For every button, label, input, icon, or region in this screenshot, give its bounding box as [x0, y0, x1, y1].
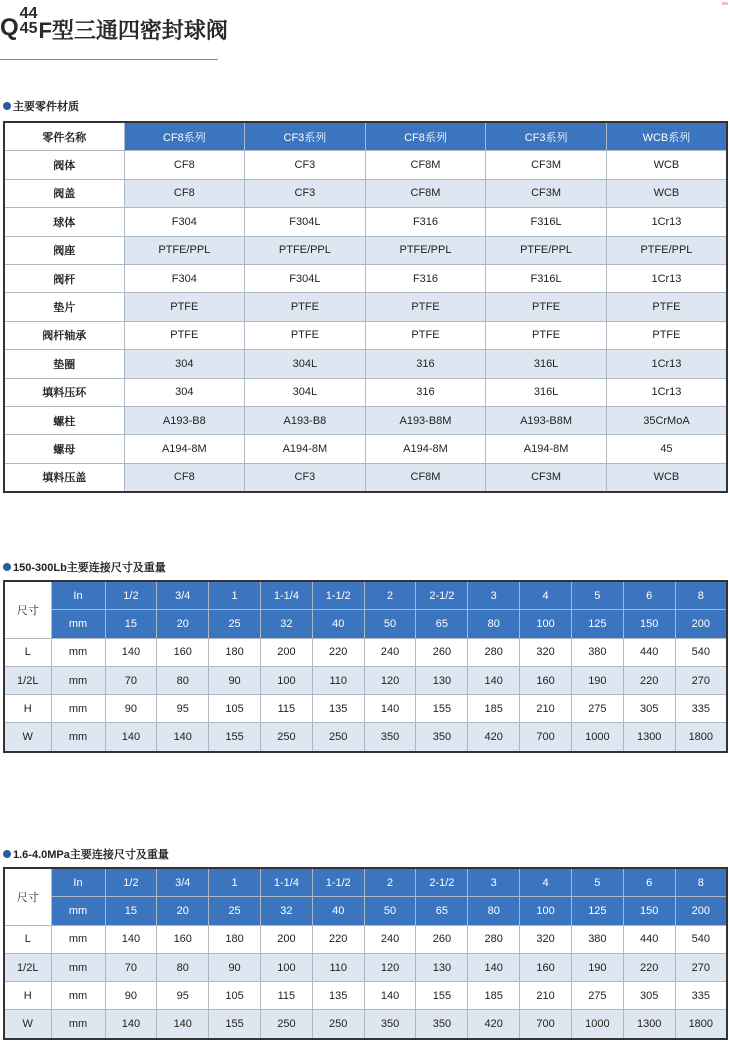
dimension-value-cell: 320 [520, 925, 572, 953]
dimension-value-cell: 250 [312, 1010, 364, 1039]
material-cell: A193-B8M [486, 406, 607, 434]
table-row [4, 723, 727, 752]
mm-size-cell: 40 [312, 610, 364, 638]
table-row [4, 293, 727, 321]
part-name-cell: 螺母 [4, 435, 124, 463]
material-cell: PTFE [365, 321, 486, 349]
material-cell: PTFE [245, 321, 366, 349]
mm-size-cell: 100 [520, 610, 572, 638]
table-row [4, 638, 727, 666]
title-sup-bottom: 45 [19, 20, 38, 37]
dimension-value-cell: 140 [105, 1010, 157, 1039]
title-sup-top: 44 [19, 5, 38, 22]
table-row [4, 236, 727, 264]
lb-inch-row [4, 581, 727, 610]
dimension-value-cell: 155 [416, 982, 468, 1010]
dimension-value-cell: 120 [364, 953, 416, 981]
mm-size-cell: 200 [675, 897, 727, 925]
lb-section-heading [3, 559, 166, 575]
material-cell: PTFE/PPL [606, 236, 727, 264]
material-cell: A194-8M [365, 435, 486, 463]
title-name: F型三通四密封球阀 [38, 18, 228, 43]
dimension-value-cell: 350 [416, 1010, 468, 1039]
material-cell: CF3 [245, 179, 366, 207]
mm-size-cell: 15 [105, 897, 157, 925]
part-name-cell: 填料压环 [4, 378, 124, 406]
dimension-value-cell: 160 [157, 925, 209, 953]
dimension-value-cell: 140 [105, 723, 157, 752]
material-cell: F316L [486, 264, 607, 292]
lb-mm-label: mm [51, 610, 105, 638]
mm-size-cell: 100 [520, 897, 572, 925]
part-name-cell: 阀杆轴承 [4, 321, 124, 349]
part-name-cell: 螺柱 [4, 406, 124, 434]
table-row [4, 695, 727, 723]
dimension-value-cell: 250 [312, 723, 364, 752]
material-cell: F304 [124, 264, 245, 292]
dimension-value-cell: 190 [571, 666, 623, 694]
dimension-value-cell: 105 [209, 695, 261, 723]
lb-dimension-table [3, 580, 728, 753]
dimension-value-cell: 350 [364, 723, 416, 752]
dimension-label-cell: 1/2L [4, 666, 51, 694]
mm-size-cell: 50 [364, 897, 416, 925]
material-cell: PTFE [606, 293, 727, 321]
material-cell: PTFE/PPL [486, 236, 607, 264]
unit-cell: mm [51, 666, 105, 694]
material-cell: A194-8M [245, 435, 366, 463]
inch-size-cell: 1/2 [105, 868, 157, 897]
materials-section-heading [3, 98, 79, 114]
inch-size-cell: 1-1/2 [312, 868, 364, 897]
material-cell: CF3 [245, 151, 366, 179]
material-cell: A194-8M [124, 435, 245, 463]
part-name-cell: 垫片 [4, 293, 124, 321]
dimension-value-cell: 80 [157, 953, 209, 981]
inch-size-cell: 3/4 [157, 868, 209, 897]
mm-size-cell: 200 [675, 610, 727, 638]
dimension-value-cell: 120 [364, 666, 416, 694]
dimension-value-cell: 100 [260, 666, 312, 694]
table-row [4, 321, 727, 349]
material-cell: WCB [606, 151, 727, 179]
material-cell: 304L [245, 378, 366, 406]
title-prefix: Q [0, 14, 19, 41]
material-cell: CF8 [124, 151, 245, 179]
title-model-numbers [20, 6, 38, 36]
dimension-label-cell: W [4, 1010, 51, 1039]
materials-header-series: CF8系列 [365, 122, 486, 151]
material-cell: PTFE [245, 293, 366, 321]
dimension-value-cell: 140 [364, 982, 416, 1010]
dimension-value-cell: 140 [105, 638, 157, 666]
dimension-value-cell: 250 [260, 723, 312, 752]
mpa-section-heading [3, 846, 169, 862]
inch-size-cell: 8 [675, 868, 727, 897]
dimension-value-cell: 305 [623, 982, 675, 1010]
unit-cell: mm [51, 638, 105, 666]
inch-size-cell: 2-1/2 [416, 868, 468, 897]
bullet-dot-icon [3, 102, 11, 110]
unit-cell: mm [51, 925, 105, 953]
material-cell: A194-8M [486, 435, 607, 463]
materials-header-series: WCB系列 [606, 122, 727, 151]
table-row [4, 378, 727, 406]
dimension-value-cell: 155 [209, 1010, 261, 1039]
mpa-section-title: 1.6-4.0MPa主要连接尺寸及重量 [13, 849, 169, 861]
inch-size-cell: 2 [364, 581, 416, 610]
material-cell: F304 [124, 208, 245, 236]
dimension-value-cell: 140 [468, 666, 520, 694]
inch-size-cell: 2 [364, 868, 416, 897]
table-row [4, 435, 727, 463]
dimension-value-cell: 280 [468, 638, 520, 666]
mm-size-cell: 40 [312, 897, 364, 925]
mm-size-cell: 32 [260, 610, 312, 638]
dimension-value-cell: 350 [416, 723, 468, 752]
dimension-value-cell: 540 [675, 638, 727, 666]
mm-size-cell: 65 [416, 897, 468, 925]
dimension-value-cell: 110 [312, 953, 364, 981]
material-cell: 1Cr13 [606, 264, 727, 292]
dimension-value-cell: 90 [209, 666, 261, 694]
bullet-dot-icon [3, 850, 11, 858]
lb-in-label: In [51, 581, 105, 610]
mm-size-cell: 125 [571, 610, 623, 638]
dimension-value-cell: 220 [312, 925, 364, 953]
inch-size-cell: 1/2 [105, 581, 157, 610]
material-cell: 1Cr13 [606, 208, 727, 236]
mm-size-cell: 25 [209, 610, 261, 638]
dimension-value-cell: 160 [520, 666, 572, 694]
inch-size-cell: 3/4 [157, 581, 209, 610]
dimension-value-cell: 155 [209, 723, 261, 752]
material-cell: PTFE [486, 321, 607, 349]
dimension-value-cell: 335 [675, 695, 727, 723]
dimension-value-cell: 140 [364, 695, 416, 723]
materials-section-title: 主要零件材质 [13, 101, 79, 113]
dimension-value-cell: 90 [105, 982, 157, 1010]
material-cell: CF8M [365, 151, 486, 179]
unit-cell: mm [51, 953, 105, 981]
part-name-cell: 填料压盖 [4, 463, 124, 492]
dimension-value-cell: 110 [312, 666, 364, 694]
material-cell: 316 [365, 378, 486, 406]
mpa-inch-row [4, 868, 727, 897]
table-row [4, 925, 727, 953]
inch-size-cell: 1-1/2 [312, 581, 364, 610]
dimension-value-cell: 1800 [675, 1010, 727, 1039]
materials-header-part: 零件名称 [4, 122, 124, 151]
dimension-value-cell: 115 [260, 695, 312, 723]
table-row [4, 350, 727, 378]
dimension-value-cell: 220 [312, 638, 364, 666]
dimension-value-cell: 270 [675, 953, 727, 981]
table-row [4, 151, 727, 179]
dimension-value-cell: 305 [623, 695, 675, 723]
dimension-value-cell: 420 [468, 723, 520, 752]
inch-size-cell: 4 [520, 868, 572, 897]
mm-size-cell: 25 [209, 897, 261, 925]
part-name-cell: 阀体 [4, 151, 124, 179]
dimension-value-cell: 260 [416, 638, 468, 666]
dimension-value-cell: 1000 [571, 723, 623, 752]
material-cell: PTFE [486, 293, 607, 321]
inch-size-cell: 6 [623, 868, 675, 897]
lb-section-title: 150-300Lb主要连接尺寸及重量 [13, 562, 166, 574]
table-row [4, 406, 727, 434]
dimension-value-cell: 140 [157, 1010, 209, 1039]
material-cell: F316 [365, 264, 486, 292]
material-cell: 35CrMoA [606, 406, 727, 434]
material-cell: PTFE [124, 321, 245, 349]
dimension-value-cell: 155 [416, 695, 468, 723]
material-cell: CF8M [365, 463, 486, 492]
mm-size-cell: 80 [468, 610, 520, 638]
inch-size-cell: 5 [571, 868, 623, 897]
mm-size-cell: 150 [623, 897, 675, 925]
dimension-value-cell: 280 [468, 925, 520, 953]
inch-size-cell: 1 [209, 868, 261, 897]
inch-size-cell: 6 [623, 581, 675, 610]
inch-size-cell: 2-1/2 [416, 581, 468, 610]
inch-size-cell: 1-1/4 [260, 868, 312, 897]
part-name-cell: 阀座 [4, 236, 124, 264]
material-cell: 316L [486, 350, 607, 378]
materials-header-row [4, 122, 727, 151]
dimension-value-cell: 1300 [623, 1010, 675, 1039]
dimension-value-cell: 140 [468, 953, 520, 981]
dimension-value-cell: 540 [675, 925, 727, 953]
dimension-value-cell: 320 [520, 638, 572, 666]
material-cell: 45 [606, 435, 727, 463]
material-cell: WCB [606, 463, 727, 492]
material-cell: PTFE [124, 293, 245, 321]
dimension-value-cell: 80 [157, 666, 209, 694]
mm-size-cell: 125 [571, 897, 623, 925]
dimension-value-cell: 160 [520, 953, 572, 981]
dimension-value-cell: 200 [260, 925, 312, 953]
material-cell: WCB [606, 179, 727, 207]
dimension-value-cell: 70 [105, 953, 157, 981]
table-row [4, 264, 727, 292]
table-row [4, 1010, 727, 1039]
inch-size-cell: 5 [571, 581, 623, 610]
dimension-value-cell: 380 [571, 638, 623, 666]
dimension-value-cell: 140 [105, 925, 157, 953]
material-cell: 304 [124, 378, 245, 406]
title-divider [0, 59, 218, 60]
mm-size-cell: 50 [364, 610, 416, 638]
mm-size-cell: 20 [157, 610, 209, 638]
dimension-value-cell: 240 [364, 925, 416, 953]
dimension-value-cell: 260 [416, 925, 468, 953]
material-cell: CF3M [486, 463, 607, 492]
dimension-value-cell: 220 [623, 666, 675, 694]
dimension-value-cell: 700 [520, 723, 572, 752]
materials-table [3, 121, 728, 493]
dimension-value-cell: 210 [520, 695, 572, 723]
table-row [4, 953, 727, 981]
inch-size-cell: 3 [468, 581, 520, 610]
material-cell: CF8 [124, 463, 245, 492]
mm-size-cell: 32 [260, 897, 312, 925]
material-cell: 304L [245, 350, 366, 378]
bullet-dot-icon [3, 563, 11, 571]
inch-size-cell: 4 [520, 581, 572, 610]
material-cell: 304 [124, 350, 245, 378]
dimension-value-cell: 135 [312, 982, 364, 1010]
dimension-value-cell: 275 [571, 982, 623, 1010]
material-cell: A193-B8 [245, 406, 366, 434]
dimension-value-cell: 90 [209, 953, 261, 981]
materials-header-series: CF3系列 [486, 122, 607, 151]
lb-size-label: 尺寸 [4, 581, 51, 638]
dimension-value-cell: 185 [468, 982, 520, 1010]
dimension-value-cell: 1000 [571, 1010, 623, 1039]
dimension-label-cell: L [4, 638, 51, 666]
table-row [4, 208, 727, 236]
material-cell: CF3M [486, 151, 607, 179]
dimension-value-cell: 210 [520, 982, 572, 1010]
dimension-value-cell: 180 [209, 925, 261, 953]
material-cell: PTFE [365, 293, 486, 321]
unit-cell: mm [51, 695, 105, 723]
dimension-value-cell: 270 [675, 666, 727, 694]
inch-size-cell: 1-1/4 [260, 581, 312, 610]
unit-cell: mm [51, 1010, 105, 1039]
material-cell: F304L [245, 208, 366, 236]
dimension-value-cell: 275 [571, 695, 623, 723]
dimension-value-cell: 335 [675, 982, 727, 1010]
dimension-value-cell: 1300 [623, 723, 675, 752]
dimension-value-cell: 440 [623, 638, 675, 666]
dimension-value-cell: 130 [416, 953, 468, 981]
dimension-value-cell: 185 [468, 695, 520, 723]
table-row [4, 179, 727, 207]
part-name-cell: 球体 [4, 208, 124, 236]
material-cell: A193-B8M [365, 406, 486, 434]
material-cell: F304L [245, 264, 366, 292]
part-name-cell: 垫圈 [4, 350, 124, 378]
dimension-value-cell: 100 [260, 953, 312, 981]
dimension-value-cell: 140 [157, 723, 209, 752]
dimension-value-cell: 105 [209, 982, 261, 1010]
lb-mm-row [4, 610, 727, 638]
material-cell: 1Cr13 [606, 350, 727, 378]
dimension-label-cell: L [4, 925, 51, 953]
materials-header-series: CF8系列 [124, 122, 245, 151]
table-row [4, 463, 727, 492]
material-cell: CF3M [486, 179, 607, 207]
dimension-value-cell: 240 [364, 638, 416, 666]
dimension-value-cell: 350 [364, 1010, 416, 1039]
dimension-label-cell: H [4, 695, 51, 723]
dimension-value-cell: 190 [571, 953, 623, 981]
material-cell: A193-B8 [124, 406, 245, 434]
material-cell: F316L [486, 208, 607, 236]
table-row [4, 982, 727, 1010]
dimension-label-cell: 1/2L [4, 953, 51, 981]
dimension-value-cell: 160 [157, 638, 209, 666]
dimension-value-cell: 130 [416, 666, 468, 694]
dimension-value-cell: 95 [157, 695, 209, 723]
unit-cell: mm [51, 982, 105, 1010]
dimension-value-cell: 380 [571, 925, 623, 953]
mpa-mm-label: mm [51, 897, 105, 925]
dimension-value-cell: 135 [312, 695, 364, 723]
mpa-dimension-table [3, 867, 728, 1040]
mm-size-cell: 15 [105, 610, 157, 638]
material-cell: PTFE/PPL [245, 236, 366, 264]
table-row [4, 666, 727, 694]
mpa-in-label: In [51, 868, 105, 897]
dimension-value-cell: 95 [157, 982, 209, 1010]
dimension-value-cell: 220 [623, 953, 675, 981]
material-cell: F316 [365, 208, 486, 236]
dimension-value-cell: 700 [520, 1010, 572, 1039]
part-name-cell: 阀盖 [4, 179, 124, 207]
material-cell: PTFE [606, 321, 727, 349]
dimension-label-cell: H [4, 982, 51, 1010]
dimension-value-cell: 115 [260, 982, 312, 1010]
unit-cell: mm [51, 723, 105, 752]
inch-size-cell: 8 [675, 581, 727, 610]
dimension-value-cell: 440 [623, 925, 675, 953]
dimension-value-cell: 180 [209, 638, 261, 666]
dimension-value-cell: 200 [260, 638, 312, 666]
material-cell: CF8 [124, 179, 245, 207]
material-cell: 316 [365, 350, 486, 378]
dimension-label-cell: W [4, 723, 51, 752]
part-name-cell: 阀杆 [4, 264, 124, 292]
mm-size-cell: 20 [157, 897, 209, 925]
dimension-value-cell: 250 [260, 1010, 312, 1039]
mm-size-cell: 150 [623, 610, 675, 638]
mm-size-cell: 80 [468, 897, 520, 925]
material-cell: CF3 [245, 463, 366, 492]
mm-size-cell: 65 [416, 610, 468, 638]
inch-size-cell: 1 [209, 581, 261, 610]
page-title [0, 6, 228, 46]
material-cell: PTFE/PPL [365, 236, 486, 264]
mpa-mm-row [4, 897, 727, 925]
corner-mark [722, 2, 728, 5]
inch-size-cell: 3 [468, 868, 520, 897]
dimension-value-cell: 420 [468, 1010, 520, 1039]
materials-header-series: CF3系列 [245, 122, 366, 151]
material-cell: PTFE/PPL [124, 236, 245, 264]
dimension-value-cell: 1800 [675, 723, 727, 752]
material-cell: CF8M [365, 179, 486, 207]
material-cell: 316L [486, 378, 607, 406]
dimension-value-cell: 70 [105, 666, 157, 694]
dimension-value-cell: 90 [105, 695, 157, 723]
mpa-size-label: 尺寸 [4, 868, 51, 925]
material-cell: 1Cr13 [606, 378, 727, 406]
